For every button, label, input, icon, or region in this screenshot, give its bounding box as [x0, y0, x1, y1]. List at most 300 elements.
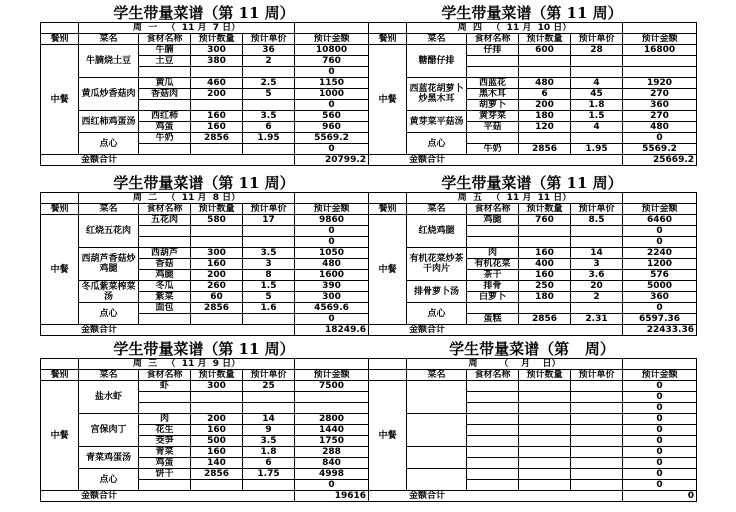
total-row	[41, 325, 369, 336]
column-header: 餐别	[41, 204, 79, 215]
amount-cell: 2240	[623, 248, 697, 259]
unit-price-cell: 4	[571, 78, 623, 89]
unit-price-cell	[571, 226, 623, 237]
day-label: 周 （ 月 日）	[407, 359, 623, 370]
total-label: 金额合计	[369, 491, 623, 502]
unit-price-cell: 1.8	[243, 447, 295, 458]
column-header: 预计数量	[191, 370, 243, 381]
meal-cell: 中餐	[41, 215, 79, 325]
quantity-cell	[519, 381, 571, 392]
column-header: 菜名	[407, 370, 467, 381]
meal-cell: 中餐	[369, 45, 407, 155]
amount-cell: 560	[295, 111, 369, 122]
amount-cell: 270	[623, 111, 697, 122]
day-label: 周 三 （ 11 月 9 日）	[79, 359, 295, 370]
total-row	[41, 155, 369, 166]
menu-table	[368, 192, 697, 336]
ingredient-name: 平菇	[467, 122, 519, 133]
amount-cell: 2800	[295, 414, 369, 425]
quantity-cell	[191, 392, 243, 403]
ingredient-name	[467, 67, 519, 78]
total-label: 金额合计	[369, 325, 623, 336]
unit-price-cell: 1.6	[243, 303, 295, 314]
quantity-cell	[191, 67, 243, 78]
amount-cell: 840	[295, 458, 369, 469]
amount-cell	[623, 56, 697, 67]
amount-cell	[295, 392, 369, 403]
quantity-cell	[519, 67, 571, 78]
quantity-cell: 600	[519, 45, 571, 56]
dish-name: 糖醋仔排	[407, 45, 467, 78]
ingredient-name	[467, 480, 519, 491]
quantity-cell: 2856	[519, 314, 571, 325]
dish-name: 点心	[407, 133, 467, 155]
amount-cell: 1440	[295, 425, 369, 436]
dish-name: 冬瓜紫菜榨菜汤	[79, 281, 139, 303]
ingredient-name	[467, 447, 519, 458]
quantity-cell: 260	[191, 281, 243, 292]
ingredient-name	[139, 67, 191, 78]
ingredient-name: 鸡蛋	[139, 458, 191, 469]
unit-price-cell	[571, 56, 623, 67]
unit-price-cell: 1.5	[571, 111, 623, 122]
unit-price-cell: 14	[243, 414, 295, 425]
quantity-cell	[519, 237, 571, 248]
ingredient-name	[467, 414, 519, 425]
unit-price-cell	[571, 425, 623, 436]
menu-table	[40, 358, 369, 502]
unit-price-cell: 17	[243, 215, 295, 226]
quantity-cell	[519, 226, 571, 237]
amount-cell: 360	[623, 100, 697, 111]
quantity-cell: 480	[519, 78, 571, 89]
quantity-cell: 160	[519, 270, 571, 281]
quantity-cell: 140	[191, 458, 243, 469]
quantity-cell	[191, 314, 243, 325]
unit-price-cell	[571, 480, 623, 491]
ingredient-name	[467, 226, 519, 237]
unit-price-cell: 45	[571, 89, 623, 100]
amount-cell: 270	[623, 89, 697, 100]
ingredient-name	[467, 303, 519, 314]
unit-price-cell: 3	[571, 259, 623, 270]
column-header: 预计数量	[191, 34, 243, 45]
unit-price-cell: 1.5	[243, 281, 295, 292]
table-row	[369, 469, 697, 480]
ingredient-name: 肉	[139, 414, 191, 425]
table-row	[41, 45, 369, 56]
day-empty-cell	[623, 193, 697, 204]
table-row	[369, 414, 697, 425]
quantity-cell	[191, 144, 243, 155]
amount-cell: 0	[295, 226, 369, 237]
column-header: 餐别	[41, 370, 79, 381]
amount-cell: 0	[623, 381, 697, 392]
menu-panel	[368, 174, 696, 336]
quantity-cell: 2856	[519, 144, 571, 155]
unit-price-cell	[571, 458, 623, 469]
header-row	[369, 370, 697, 381]
total-label: 金额合计	[41, 155, 295, 166]
quantity-cell: 380	[191, 56, 243, 67]
ingredient-name	[139, 237, 191, 248]
amount-cell: 1050	[295, 248, 369, 259]
ingredient-name: 黄瓜	[139, 78, 191, 89]
ingredient-name	[467, 56, 519, 67]
quantity-cell	[191, 403, 243, 414]
amount-cell: 0	[623, 425, 697, 436]
dish-name: 宫保肉丁	[79, 414, 139, 447]
column-header: 食材名称	[467, 34, 519, 45]
column-header: 预计单价	[571, 204, 623, 215]
day-label: 周 二 （ 11 月 8 日）	[79, 193, 295, 204]
quantity-cell: 300	[191, 45, 243, 56]
dish-name: 黄瓜炒香菇肉	[79, 78, 139, 111]
unit-price-cell	[243, 144, 295, 155]
unit-price-cell: 1.75	[243, 469, 295, 480]
ingredient-name: 紫菜	[139, 292, 191, 303]
quantity-cell: 180	[519, 111, 571, 122]
table-row	[369, 447, 697, 458]
amount-cell: 288	[295, 447, 369, 458]
unit-price-cell: 4	[571, 122, 623, 133]
ingredient-name	[467, 392, 519, 403]
amount-cell: 0	[623, 237, 697, 248]
ingredient-name: 肉	[467, 248, 519, 259]
column-header: 食材名称	[467, 204, 519, 215]
unit-price-cell: 2	[571, 292, 623, 303]
day-label: 周 一 （ 11 月 7 日）	[79, 23, 295, 34]
ingredient-name: 白萝卜	[467, 292, 519, 303]
total-row	[369, 491, 697, 502]
ingredient-name	[467, 381, 519, 392]
amount-cell: 0	[295, 144, 369, 155]
day-empty-cell	[369, 359, 407, 370]
quantity-cell	[519, 425, 571, 436]
ingredient-name	[467, 133, 519, 144]
unit-price-cell: 3	[243, 259, 295, 270]
unit-price-cell	[571, 67, 623, 78]
amount-cell: 7500	[295, 381, 369, 392]
amount-cell: 0	[295, 480, 369, 491]
ingredient-name	[139, 314, 191, 325]
day-empty-cell	[369, 23, 407, 34]
amount-cell: 0	[623, 436, 697, 447]
day-row	[369, 359, 697, 370]
dish-name: 点心	[407, 303, 467, 325]
day-empty-cell	[623, 359, 697, 370]
panel-title: 学生带量菜谱（第 11 周）	[441, 4, 623, 22]
unit-price-cell	[243, 480, 295, 491]
table-row	[41, 447, 369, 458]
ingredient-name: 虾	[139, 381, 191, 392]
amount-cell: 5569.2	[295, 133, 369, 144]
unit-price-cell: 3.5	[243, 436, 295, 447]
unit-price-cell: 2	[243, 56, 295, 67]
quantity-cell	[191, 226, 243, 237]
total-row	[41, 491, 369, 502]
total-label: 金额合计	[41, 325, 295, 336]
amount-cell: 390	[295, 281, 369, 292]
ingredient-name: 冬瓜	[139, 281, 191, 292]
quantity-cell: 300	[191, 381, 243, 392]
unit-price-cell	[571, 403, 623, 414]
unit-price-cell	[571, 303, 623, 314]
column-header: 预计单价	[571, 34, 623, 45]
total-amount: 19616	[295, 491, 369, 502]
unit-price-cell: 3.6	[571, 270, 623, 281]
ingredient-name	[139, 100, 191, 111]
amount-cell: 1000	[295, 89, 369, 100]
amount-cell: 5569.2	[623, 144, 697, 155]
amount-cell	[623, 67, 697, 78]
day-empty-cell	[369, 193, 407, 204]
table-row	[41, 78, 369, 89]
quantity-cell	[519, 414, 571, 425]
column-header: 预计金额	[295, 370, 369, 381]
amount-cell: 760	[295, 56, 369, 67]
column-header: 菜名	[79, 34, 139, 45]
ingredient-name: 牛腩	[139, 45, 191, 56]
quantity-cell: 160	[519, 248, 571, 259]
unit-price-cell: 14	[571, 248, 623, 259]
amount-cell: 0	[623, 226, 697, 237]
meal-cell: 中餐	[41, 381, 79, 491]
quantity-cell: 500	[191, 436, 243, 447]
unit-price-cell: 3.5	[243, 248, 295, 259]
ingredient-name: 有机花菜	[467, 259, 519, 270]
dish-name: 红烧鸡腿	[407, 215, 467, 248]
amount-cell: 0	[623, 133, 697, 144]
column-header: 预计金额	[623, 370, 697, 381]
day-label: 周 五 （ 11 月 11 日）	[407, 193, 623, 204]
column-header	[369, 370, 407, 381]
quantity-cell	[191, 237, 243, 248]
table-row	[369, 381, 697, 392]
amount-cell: 480	[623, 122, 697, 133]
quantity-cell: 460	[191, 78, 243, 89]
dish-name: 西蓝花胡萝卜炒黑木耳	[407, 78, 467, 111]
table-row	[41, 111, 369, 122]
dish-name	[407, 469, 467, 491]
unit-price-cell: 28	[571, 45, 623, 56]
ingredient-name	[467, 469, 519, 480]
amount-cell: 1200	[623, 259, 697, 270]
column-header: 预计金额	[295, 34, 369, 45]
unit-price-cell: 1.95	[571, 144, 623, 155]
ingredient-name: 排骨	[467, 281, 519, 292]
quantity-cell: 180	[519, 292, 571, 303]
header-row	[41, 34, 369, 45]
total-label: 金额合计	[41, 491, 295, 502]
column-header: 预计数量	[191, 204, 243, 215]
unit-price-cell: 36	[243, 45, 295, 56]
ingredient-name: 黑木耳	[467, 89, 519, 100]
amount-cell: 0	[295, 237, 369, 248]
dish-name: 黄芽菜平菇汤	[407, 111, 467, 133]
quantity-cell: 200	[191, 89, 243, 100]
quantity-cell: 160	[191, 425, 243, 436]
column-header: 预计数量	[519, 34, 571, 45]
ingredient-name: 西葫芦	[139, 248, 191, 259]
header-row	[369, 204, 697, 215]
ingredient-name	[467, 425, 519, 436]
unit-price-cell: 6	[243, 458, 295, 469]
column-header: 食材名称	[467, 370, 519, 381]
day-row	[41, 23, 369, 34]
column-header: 餐别	[369, 204, 407, 215]
unit-price-cell: 9	[243, 425, 295, 436]
amount-cell: 0	[295, 100, 369, 111]
quantity-cell: 160	[191, 259, 243, 270]
panel-title: 学生带量菜谱（第 11 周）	[113, 174, 295, 192]
header-row	[41, 204, 369, 215]
dish-name: 西红柿鸡蛋汤	[79, 111, 139, 133]
unit-price-cell: 1.8	[571, 100, 623, 111]
dish-name: 点心	[79, 133, 139, 155]
meal-cell: 中餐	[369, 215, 407, 325]
amount-cell: 0	[623, 303, 697, 314]
table-row	[369, 78, 697, 89]
amount-cell: 0	[623, 392, 697, 403]
column-header: 预计金额	[623, 34, 697, 45]
quantity-cell	[519, 403, 571, 414]
quantity-cell: 2856	[191, 469, 243, 480]
dish-name: 西葫芦香菇炒鸡腿	[79, 248, 139, 281]
ingredient-name: 花生	[139, 425, 191, 436]
unit-price-cell: 2.31	[571, 314, 623, 325]
menu-panel	[368, 340, 696, 502]
quantity-cell	[519, 56, 571, 67]
quantity-cell	[519, 436, 571, 447]
amount-cell: 480	[295, 259, 369, 270]
amount-cell: 0	[623, 447, 697, 458]
quantity-cell: 400	[519, 259, 571, 270]
amount-cell: 360	[623, 292, 697, 303]
ingredient-name: 鸡蛋	[139, 122, 191, 133]
table-row	[41, 248, 369, 259]
ingredient-name	[139, 480, 191, 491]
column-header: 菜名	[407, 34, 467, 45]
unit-price-cell: 2.5	[243, 78, 295, 89]
column-header: 菜名	[79, 204, 139, 215]
ingredient-name: 香菇	[139, 259, 191, 270]
amount-cell: 0	[623, 414, 697, 425]
table-row	[41, 381, 369, 392]
quantity-cell: 60	[191, 292, 243, 303]
day-row	[41, 359, 369, 370]
table-row	[41, 133, 369, 144]
quantity-cell	[519, 303, 571, 314]
day-empty-cell	[295, 23, 369, 34]
day-empty-cell	[41, 359, 79, 370]
amount-cell: 960	[295, 122, 369, 133]
table-row	[369, 215, 697, 226]
ingredient-name: 茭笋	[139, 436, 191, 447]
quantity-cell: 250	[519, 281, 571, 292]
column-header: 预计单价	[571, 370, 623, 381]
ingredient-name: 五花肉	[139, 215, 191, 226]
unit-price-cell	[571, 414, 623, 425]
column-header: 餐别	[369, 34, 407, 45]
day-row	[369, 193, 697, 204]
unit-price-cell: 20	[571, 281, 623, 292]
unit-price-cell: 1.95	[243, 133, 295, 144]
quantity-cell: 6	[519, 89, 571, 100]
ingredient-name	[139, 392, 191, 403]
panel-title: 学生带量菜谱（第 11 周）	[113, 340, 295, 358]
day-row	[369, 23, 697, 34]
ingredient-name	[467, 237, 519, 248]
unit-price-cell	[243, 403, 295, 414]
column-header: 菜名	[79, 370, 139, 381]
dish-name: 排骨萝卜汤	[407, 281, 467, 303]
ingredient-name: 仔排	[467, 45, 519, 56]
amount-cell: 0	[295, 67, 369, 78]
unit-price-cell	[243, 67, 295, 78]
menu-table	[40, 22, 369, 166]
amount-cell: 10800	[295, 45, 369, 56]
table-row	[41, 215, 369, 226]
amount-cell: 0	[623, 403, 697, 414]
ingredient-name: 鸡腿	[467, 215, 519, 226]
ingredient-name: 香菇肉	[139, 89, 191, 100]
column-header: 食材名称	[139, 34, 191, 45]
unit-price-cell: 5	[243, 89, 295, 100]
amount-cell: 4569.6	[295, 303, 369, 314]
total-amount: 25669.2	[623, 155, 697, 166]
quantity-cell: 300	[191, 248, 243, 259]
menu-panel	[40, 4, 368, 166]
column-header: 预计数量	[519, 370, 571, 381]
quantity-cell: 160	[191, 447, 243, 458]
amount-cell: 6597.36	[623, 314, 697, 325]
dish-name	[407, 447, 467, 469]
day-empty-cell	[623, 23, 697, 34]
day-empty-cell	[41, 193, 79, 204]
amount-cell: 0	[623, 458, 697, 469]
table-row	[369, 111, 697, 122]
quantity-cell	[519, 469, 571, 480]
ingredient-name: 牛奶	[467, 144, 519, 155]
amount-cell: 1920	[623, 78, 697, 89]
quantity-cell: 760	[519, 215, 571, 226]
dish-name: 有机花菜炒茶干肉片	[407, 248, 467, 281]
unit-price-cell	[571, 469, 623, 480]
dish-name: 青菜鸡蛋汤	[79, 447, 139, 469]
header-row	[369, 34, 697, 45]
ingredient-name: 胡萝卜	[467, 100, 519, 111]
dish-name: 牛腩烧土豆	[79, 45, 139, 78]
column-header: 预计数量	[519, 204, 571, 215]
day-label: 周 四 （ 11 月 10 日）	[407, 23, 623, 34]
ingredient-name	[139, 144, 191, 155]
amount-cell: 1750	[295, 436, 369, 447]
unit-price-cell: 3.5	[243, 111, 295, 122]
amount-cell: 0	[623, 469, 697, 480]
ingredient-name	[139, 226, 191, 237]
ingredient-name: 西蓝花	[467, 78, 519, 89]
menu-panel	[40, 340, 368, 502]
table-row	[369, 281, 697, 292]
unit-price-cell	[243, 100, 295, 111]
meal-cell: 中餐	[369, 381, 407, 491]
unit-price-cell	[243, 237, 295, 248]
column-header: 预计单价	[243, 204, 295, 215]
column-header: 预计单价	[243, 34, 295, 45]
column-header: 餐别	[41, 34, 79, 45]
column-header: 预计金额	[295, 204, 369, 215]
